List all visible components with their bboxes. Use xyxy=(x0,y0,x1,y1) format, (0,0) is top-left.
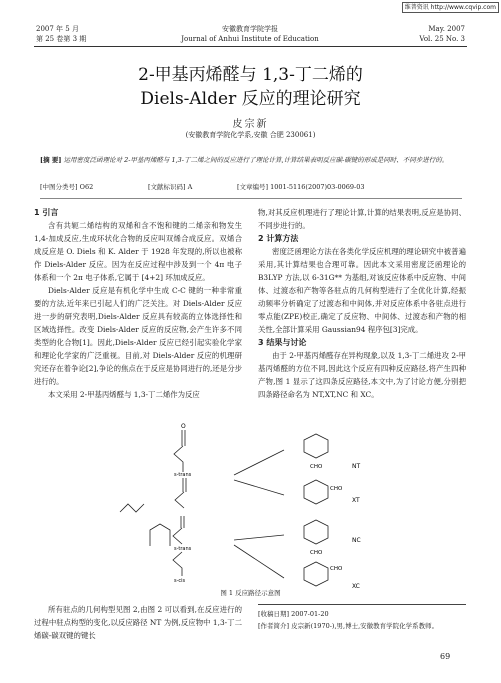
path-label-nt: NT xyxy=(352,463,361,470)
product-ring-xt xyxy=(304,480,328,504)
cho-label-nc: CHO xyxy=(310,550,323,556)
s-trans-chain-top xyxy=(174,446,183,472)
article-label: [文章编号] xyxy=(237,183,269,191)
intro-paragraph-2: Diels-Alder 反应是有机化学中生成 C-C 键的一种非常重要的方法,近年来已引起人们的广泛关注。对 Diels-Alder 反应进一步的研究表明,Diels-Alder 反应具有较高的立体选择性和区域选择性。改变 Diels-Alder 反应的反应物,会产生许多不同类型的化合物[1]。因此,Diels-Alder 反应已经引起实验化学家和理论化学家的广泛重视。目前,对 Diels-Alder 反应的机理研究还存在着争论[2],争论的焦点在于反应是协同进行的,还是分步进行的。 xyxy=(34,286,242,386)
cho-label-xc: CHO xyxy=(330,566,343,572)
arrow-to-nt xyxy=(234,450,284,475)
author-bio: [作者简介] 皮宗新(1970-),男,博士,安徽教育学院化学系教师。 xyxy=(258,622,439,630)
s-cis-label: s-cis xyxy=(174,578,186,584)
reaction-scheme-figure xyxy=(34,420,466,600)
right-paragraph-1: 物,对其反应机理进行了理论计算,计算的结果表明,反应是协同、不同步进行的。 xyxy=(258,208,466,230)
footnotes xyxy=(258,608,466,632)
s-trans-label-2: s-trans xyxy=(174,546,192,552)
o-atom-label: O xyxy=(181,423,186,430)
header-date: 2007 年 5 月 xyxy=(36,25,79,33)
abstract-label: [摘 要] xyxy=(40,156,62,164)
author-name: 皮宗新 xyxy=(232,119,269,130)
product-ring-nc xyxy=(304,520,328,544)
arrow-to-nc xyxy=(234,535,284,540)
intro-paragraph-3: 本文采用 2-甲基丙烯醛与 1,3-丁二烯作为反应 xyxy=(48,390,200,399)
section-3-heading: 3 结果与讨论 xyxy=(258,338,307,347)
clc-value: O62 xyxy=(79,183,94,191)
section-1-heading: 1 引言 xyxy=(34,208,59,217)
paper-title-line1: 2-甲基丙烯醛与 1,3-丁二烯的 xyxy=(138,65,363,85)
s-trans-label-1: s-trans xyxy=(174,472,192,478)
path-label-xt: XT xyxy=(352,497,360,504)
header-volume: 第 25 卷第 3 期 xyxy=(36,35,87,43)
left-column-bottom xyxy=(34,603,242,642)
abstract-rule xyxy=(40,198,462,199)
doc-value: A xyxy=(187,183,193,191)
geometry-paragraph: 所有驻点的几何构型见图 2,由图 2 可以看到,在反应进行的过程中驻点构型的变化,以反应路径 NT 为例,反应物中 1,3-丁二烯碳-碳双键的键长 xyxy=(34,605,242,640)
section-2-heading: 2 计算方法 xyxy=(258,234,299,243)
clc-label: [中图分类号] xyxy=(40,183,78,191)
left-column-top xyxy=(34,206,242,401)
article-value: 1001-5116(2007)03-0069-03 xyxy=(270,183,365,191)
method-paragraph: 密度泛函理论方法在各类化学反应机理的理论研究中被普遍采用,其计算结果也合理可靠。因此本文采用密度泛函理论的 B3LYP 方法,以 6-31G** 为基组,对该反应体系中反应物、中间体、过渡态和产物等各驻点的几何构型进行了全优化计算,经振动频率分析确定了过渡态和中间体,并对反应体系中各驻点进行零点能(ZPE)校正,确定了反应物、中间体、过渡态和产物的相关性,全部计算采用 Gaussian94 程序包[3]完成。 xyxy=(258,247,466,334)
header-rule xyxy=(34,46,467,47)
butadiene-s-cis xyxy=(150,524,170,546)
arrow-to-xc xyxy=(234,545,284,578)
path-label-xc: XC xyxy=(352,583,360,590)
results-paragraph: 由于 2-甲基丙烯醛存在异构现象,以及 1,3-丁二烯进攻 2-甲基丙烯醛的方位不同,因此这个反应有四种反应路径,将产生四种产物,图 1 显示了这四条反应路径,本文中,为了讨论方便,分别把四条路径命名为 NT,XT,NC 和 XC。 xyxy=(258,351,466,399)
cho-label-xt: CHO xyxy=(330,486,343,492)
paper-title-line2: Diels-Alder 反应的理论研究 xyxy=(140,89,361,109)
product-ring-xc xyxy=(304,562,328,586)
page-number: 69 xyxy=(440,652,451,661)
source-watermark: 维普资讯 http://www.cqvip.com xyxy=(402,2,499,13)
header-journal-cn: 安徽教育学院学报 xyxy=(222,25,278,33)
header-vol-en: Vol. 25 No. 3 xyxy=(419,35,465,43)
received-date: [收稿日期] 2007-01-20 xyxy=(258,610,329,618)
path-label-nc: NC xyxy=(352,537,361,544)
article-number xyxy=(237,182,365,191)
right-column-top xyxy=(258,206,466,401)
doc-label: [文献标识码] xyxy=(148,183,186,191)
footnote-rule xyxy=(258,604,466,605)
abstract xyxy=(40,154,462,166)
figure-caption: 图 1 反应路径示意图 xyxy=(220,589,281,597)
document-code xyxy=(148,182,192,191)
author-affiliation: (安徽教育学院化学系,安徽 合肥 230061) xyxy=(185,131,316,139)
intro-paragraph-1: 含有共轭二烯结构的双烯和含不饱和键的二烯亲和物发生 1,4-加成反应,生成环状化合物的反应叫双烯合成反应。双烯合成反应是 O. Diels 和 K. Alder 于 1928 年发现的,所以也被称作 Diels-Alder 反应。因为在反应过程中涉及到一个 4π 电子体系和一个 2π 电子体系,它属于 [4+2] 环加成反应。 xyxy=(34,221,242,282)
product-ring-nt xyxy=(304,434,328,458)
header-journal-en: Journal of Anhui Institute of Education xyxy=(181,35,319,43)
clc-number xyxy=(40,182,93,191)
arrow-to-xt xyxy=(234,480,284,495)
abstract-text: 运用密度泛函理论对 2-甲基丙烯醛与 1,3-丁二烯之间的反应进行了理论计算,计算结果表明反应碳-碳键的形成是同时、不同步进行的。 xyxy=(63,156,449,164)
butadiene-s-trans xyxy=(120,504,144,512)
cho-label-nt: CHO xyxy=(310,464,323,470)
header-month-en: May. 2007 xyxy=(428,25,465,33)
